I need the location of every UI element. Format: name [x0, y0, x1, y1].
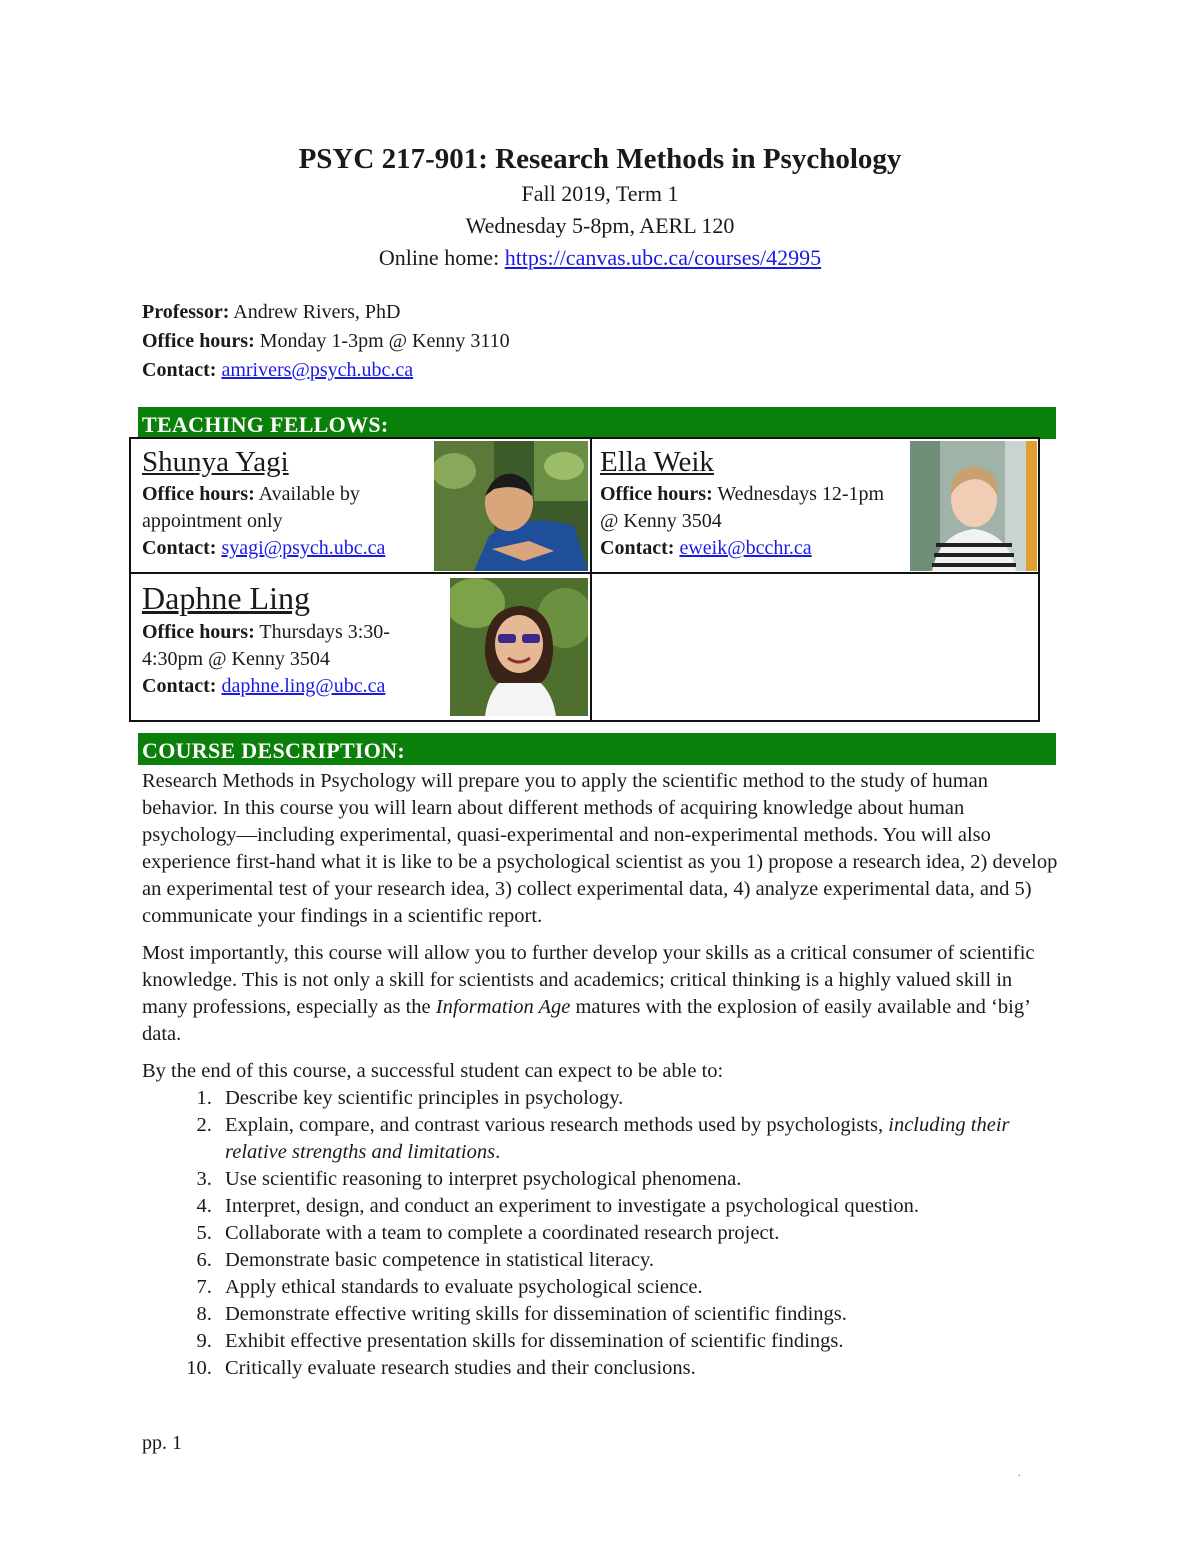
table-divider	[590, 439, 592, 720]
fellow-contact	[600, 535, 890, 562]
professor-hours-label: Office hours:	[142, 330, 255, 352]
fellow-name: Daphne Ling	[142, 580, 310, 616]
teaching-fellows-heading: TEACHING FELLOWS:	[138, 407, 1056, 439]
course-term: Fall 2019, Term 1	[521, 181, 679, 206]
course-description	[142, 768, 1062, 1382]
outcome-text: Explain, compare, and contrast various research methods used by psychologists,	[225, 1114, 889, 1136]
professor-email-link[interactable]: amrivers@psych.ubc.ca	[221, 359, 414, 381]
fellow-photo-ella	[910, 441, 1037, 571]
list-item: 1. Describe key scientific principles in psychology.	[217, 1085, 1062, 1112]
fellow-hours	[600, 481, 890, 535]
course-schedule: Wednesday 5-8pm, AERL 120	[465, 213, 735, 238]
fellow-hours	[142, 481, 432, 535]
description-paragraph-1: Research Methods in Psychology will prepare you to apply the scientific method to the study of human behavior. In this course you will learn about different methods of acquiring knowledge about human psychology—including experimental, quasi-experimental and non-experimental methods. You will also experience first-hand what it is like to be a psychological scientist as you 1) propose a research idea, 2) develop an experimental test of your research idea, 3) collect experimental data, 4) analyze experimental data, and 5) communicate your findings in a scientific report.	[142, 770, 1058, 927]
professor-hours-line	[142, 327, 510, 356]
outcomes-intro: By the end of this course, a successful student can expect to be able to:	[142, 1060, 724, 1082]
teaching-fellows-table	[129, 437, 1040, 722]
course-title: PSYC 217-901: Research Methods in Psychology	[298, 143, 902, 175]
fellow-hours-label: Office hours:	[142, 621, 255, 643]
list-item: 10. Critically evaluate research studies and their conclusions.	[217, 1355, 1062, 1382]
list-item: 8. Demonstrate effective writing skills for dissemination of scientific findings.	[217, 1301, 1062, 1328]
fellow-hours-value: Available by appointment only	[142, 483, 360, 532]
fellow-photo-daphne	[450, 578, 588, 716]
professor-contact-label: Contact:	[142, 359, 217, 381]
fellow-name: Ella Weik	[600, 446, 714, 478]
outcomes-list	[142, 1085, 1062, 1382]
description-paragraph-2	[142, 940, 1062, 1048]
para2-text: Most importantly, this course will allow you to further develop your skills as a critical consumer of scientific knowledge. This is not only a skill for scientists and academics; critical thinking is a highly valued skill in many professions, especially as the	[142, 942, 1035, 1018]
table-divider	[131, 572, 1038, 574]
professor-contact-line	[142, 356, 510, 385]
fellow-name: Shunya Yagi	[142, 446, 289, 478]
para2-italic: Information Age	[435, 996, 571, 1018]
fellow-card-shunya	[142, 445, 432, 562]
list-item: 3. Use scientific reasoning to interpret psychological phenomena.	[217, 1166, 1062, 1193]
fellow-hours	[142, 619, 442, 673]
para2-text-end: matures with the explosion of easily available and ‘big’ data.	[142, 996, 1030, 1045]
fellow-contact-label: Contact:	[600, 537, 675, 559]
list-item: 6. Demonstrate basic competence in statistical literacy.	[217, 1247, 1062, 1274]
outcome-italic: including their relative strengths and limitations	[225, 1114, 1010, 1163]
list-item	[217, 1112, 1062, 1166]
canvas-link[interactable]: https://canvas.ubc.ca/courses/42995	[504, 245, 822, 270]
page-mark: .	[1018, 1468, 1021, 1479]
list-item: 7. Apply ethical standards to evaluate psychological science.	[217, 1274, 1062, 1301]
professor-info	[142, 298, 510, 385]
fellow-photo-shunya	[434, 441, 588, 571]
list-item: 5. Collaborate with a team to complete a coordinated research project.	[217, 1220, 1062, 1247]
professor-line	[142, 298, 510, 327]
list-item: 4. Interpret, design, and conduct an experiment to investigate a psychological question.	[217, 1193, 1062, 1220]
online-home-label: Online home:	[378, 245, 505, 270]
fellow-card-ella	[600, 445, 890, 562]
professor-name: Andrew Rivers, PhD	[229, 301, 401, 323]
fellow-card-daphne	[142, 579, 442, 700]
fellow-contact	[142, 673, 442, 700]
page-number: pp. 1	[142, 1432, 182, 1454]
fellow-contact	[142, 535, 432, 562]
fellow-hours-label: Office hours:	[600, 483, 713, 505]
fellow-contact-label: Contact:	[142, 537, 217, 559]
fellow-email-link[interactable]: syagi@psych.ubc.ca	[221, 537, 386, 559]
course-description-heading: COURSE DESCRIPTION:	[138, 733, 1056, 765]
fellow-hours-value: Thursdays 3:30-4:30pm @ Kenny 3504	[142, 621, 390, 670]
fellow-email-link[interactable]: daphne.ling@ubc.ca	[221, 675, 386, 697]
fellow-contact-label: Contact:	[142, 675, 217, 697]
document-header	[0, 140, 1200, 274]
fellow-hours-label: Office hours:	[142, 483, 255, 505]
list-item: 9. Exhibit effective presentation skills for dissemination of scientific findings.	[217, 1328, 1062, 1355]
outcome-end: .	[495, 1141, 501, 1163]
fellow-email-link[interactable]: eweik@bcchr.ca	[679, 537, 812, 559]
professor-label: Professor:	[142, 301, 230, 323]
professor-hours: Monday 1-3pm @ Kenny 3110	[254, 330, 510, 352]
fellow-hours-value: Wednesdays 12-1pm @ Kenny 3504	[600, 483, 885, 532]
online-home	[0, 242, 1200, 274]
